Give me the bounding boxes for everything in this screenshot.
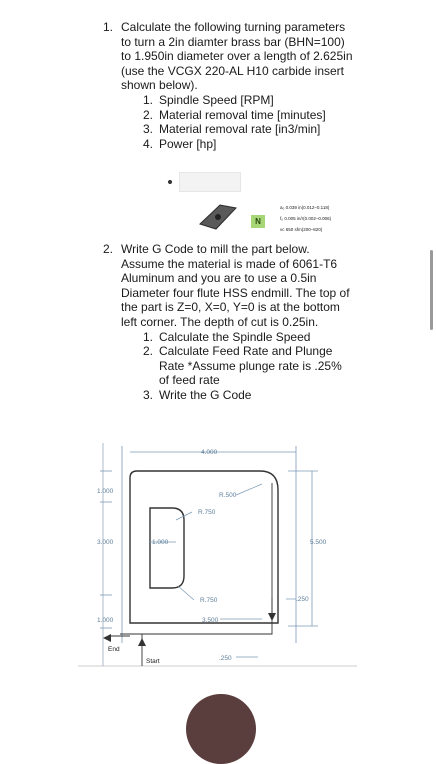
dim-5500: 5.500 <box>310 539 327 546</box>
list-item-label: Material removal rate [in3/min] <box>159 122 321 137</box>
dim-r500: R.500 <box>219 492 237 499</box>
question-2-number: 2. <box>103 242 114 256</box>
list-item-number: 2. <box>143 344 154 359</box>
dim-3000: 3.000 <box>97 539 114 546</box>
list-item-number: 1. <box>143 329 154 344</box>
question-1-number: 1. <box>103 20 114 34</box>
list-item-label: Write the G Code <box>159 387 252 402</box>
path-arrow-icon <box>268 613 276 621</box>
list-item <box>143 388 353 403</box>
list-item <box>143 344 353 388</box>
list-item-number: 3. <box>143 387 154 402</box>
start-label: Start <box>146 658 160 665</box>
question-2-list <box>143 330 353 403</box>
insert-icon <box>198 202 238 232</box>
question-1-list <box>143 93 353 151</box>
material-badge: N <box>251 215 265 228</box>
dim-1000-top: 1.000 <box>97 488 114 495</box>
list-item <box>143 330 353 345</box>
list-item-number: 4. <box>143 136 154 151</box>
list-item <box>143 93 353 108</box>
list-item <box>143 122 353 137</box>
insert-spec-1: a₀ 0.039 in(0.012–0.118) <box>280 205 330 210</box>
insert-figure <box>198 198 348 236</box>
list-item-label: Spindle Speed [RPM] <box>159 92 274 107</box>
list-item-label: Power [hp] <box>159 136 217 151</box>
list-item <box>143 137 353 152</box>
scrollbar[interactable] <box>430 250 433 330</box>
list-item-label: Calculate the Spindle Speed <box>159 329 311 344</box>
list-item-number: 3. <box>143 122 154 137</box>
start-arrow-icon <box>138 638 146 646</box>
question-1 <box>103 20 353 151</box>
question-1-text: Calculate the following turning parameters to turn a 2in diamter brass bar (BHN=100) to 1.950in diameter over a length of 2.625in (use the VCGX 220-AL H10 carbide insert shown below). <box>121 20 353 93</box>
thumb-dot <box>167 179 172 184</box>
end-arrow-icon <box>103 634 111 642</box>
list-item-number: 1. <box>143 92 154 107</box>
dim-r750-top: R.750 <box>198 509 216 516</box>
dim-r750-bot: R.750 <box>200 597 218 604</box>
dim-3500: 3.500 <box>202 617 219 624</box>
image-thumbnail <box>168 172 240 190</box>
avatar <box>186 694 256 764</box>
list-item <box>143 108 353 123</box>
dim-1000-mid: 1.000 <box>152 539 169 546</box>
dim-width: 4.000 <box>201 449 218 456</box>
question-2-text: Write G Code to mill the part below. Assume the material is made of 6061-T6 Aluminum and you are to use a 0.5in Diameter four flute HSS endmill. The top of the part is Z=0, X=0, Y=0 is at the bottom left corner. The depth of cut is 0.25in. <box>121 242 350 329</box>
dim-250-right: .250 <box>296 596 309 603</box>
insert-spec-2: f₀ 0.005 in/r(0.002–0.006) <box>280 216 332 221</box>
question-2 <box>103 242 353 403</box>
list-item-label: Calculate Feed Rate and Plunge Rate *Assume plunge rate is .25% of feed rate <box>159 344 342 388</box>
thumb-box <box>179 172 241 192</box>
dim-1000-bot: 1.000 <box>97 617 114 624</box>
list-item-label: Material removal time [minutes] <box>159 107 326 122</box>
insert-spec-3: vc 650 sfm(200–820) <box>280 227 323 232</box>
dim-250-bottom: .250 <box>219 655 232 662</box>
part-drawing <box>0 438 436 698</box>
list-item-number: 2. <box>143 107 154 122</box>
end-label: End <box>108 646 120 653</box>
